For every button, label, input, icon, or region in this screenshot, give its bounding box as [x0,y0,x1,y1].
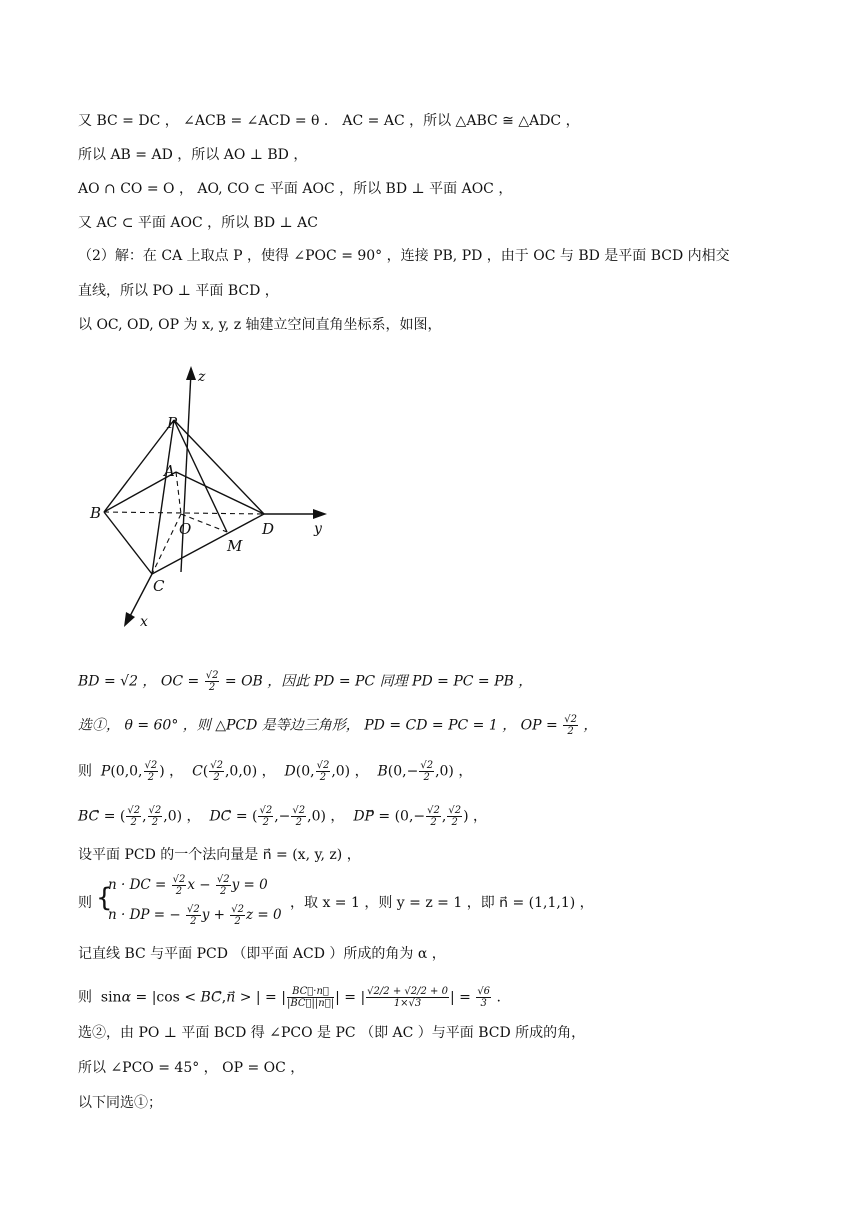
z-arrow-head [186,366,196,380]
line-8-part-a: BD = √2 ， OC = [78,673,204,690]
y-arrow-head [313,509,327,519]
label-M: M [227,537,243,555]
equation-2: n · DP = − $\frac{√2}{2}$ y + $\frac{√2}{2}$ z = 0 [108,904,282,927]
text-line-4: 又 AC ⊂ 平面 AOC ，所以 BD ⊥ AC [78,215,318,231]
fraction: $\frac{√2}{2}$ [205,670,219,693]
text-line-1: 又 BC = DC ， ∠ACB = ∠ACD = θ ． AC = AC ，所以 △ABC ≅ △ADC ， [78,113,580,129]
label-C: C [153,577,165,595]
text-line-12: 设平面 PCD 的一个法向量是 n⃗ = (x, y, z) ， [78,847,361,863]
system-brace: { [96,883,113,913]
coordinate-figure [84,362,344,632]
text-line-8 [78,670,532,693]
label-D: D [262,520,275,538]
text-line-16: 选②，由 PO ⊥ 平面 BCD 得 ∠PCO 是 PC （即 AC ）与平面 BCD 所成的角， [78,1025,586,1041]
text-line-7: 以 OC, OD, OP 为 x, y, z 轴建立空间直角坐标系，如图， [78,317,442,333]
fraction: $\frac{√2}{2}$ [564,714,577,737]
text-line-15: 则 sinα = |cos < BC⃗,n⃗ > | = | $\frac{BC⃗\cdot n}{|BC⃗||n⃗|}$ | = | $\frac{√2/2 + √2/2 + 0}{1\times√3}$ | = $\frac{√6}{3}$ . [78,986,501,1009]
line-9-part-a: 选①， θ = 60° ，则 △PCD 是等边三角形， PD = CD = PC = 1 ， OP = [78,717,563,734]
text-line-13-suffix: ，取 x = 1 ，则 y = z = 1 ，即 n⃗ = (1,1,1) ， [290,895,594,911]
text-line-18: 以下同选①； [78,1095,162,1111]
label-y: y [314,521,322,537]
label-B: B [90,504,102,522]
text-line-5: （2）解：在 CA 上取点 P ，使得 ∠POC = 90° ，连接 PB, PD ，由于 OC 与 BD 是平面 BCD 内相交 [78,248,730,264]
text-line-14: 记直线 BC 与平面 PCD （即平面 ACD ）所成的角为 α ， [78,946,446,962]
line-8-part-b: = OB ，因此 PD = PC 同理 PD = PC = PB ， [220,673,533,690]
label-O: O [179,520,192,538]
label-A: A [164,462,175,480]
label-P: P [167,414,178,432]
line-9-part-b: ， [578,717,598,734]
label-x: x [140,614,148,630]
x-arrow-head [124,612,135,627]
text-line-17: 所以 ∠PCO = 45° ， OP = OC ， [78,1060,305,1076]
equation-1: n · DC = $\frac{√2}{2}$ x − $\frac{√2}{2}$ y = 0 [108,874,268,897]
label-z: z [198,369,206,385]
text-line-13-prefix: 则 [78,895,92,911]
text-line-6: 直线，所以 PO ⊥ 平面 BCD ， [78,283,279,299]
text-line-10: 则 P(0,0, $\frac{√2}{2}$ ) ， C( $\frac{√2}{2}$ ,0,0) ， D(0, $\frac{√2}{2}$ ,0) ， B(0,− $\frac{√2}{2}$ ,0) ， [78,760,473,783]
text-line-11: BC⃗ = ( $\frac{√2}{2}$ , $\frac{√2}{2}$ ,0) ， DC⃗ = ( $\frac{√2}{2}$ ,− $\frac{√2}{2}$ ,0) ， DP⃗ = (0,− $\frac{√2}{2}$ , $\frac{√2}{2}$ ) ， [78,805,487,828]
text-line-3: AO ∩ CO = O ， AO, CO ⊂ 平面 AOC ，所以 BD ⊥ 平面 AOC ， [78,181,513,197]
text-line-9 [78,714,597,737]
z-axis [181,372,191,572]
text-line-2: 所以 AB = AD ，所以 AO ⊥ BD ， [78,147,308,163]
